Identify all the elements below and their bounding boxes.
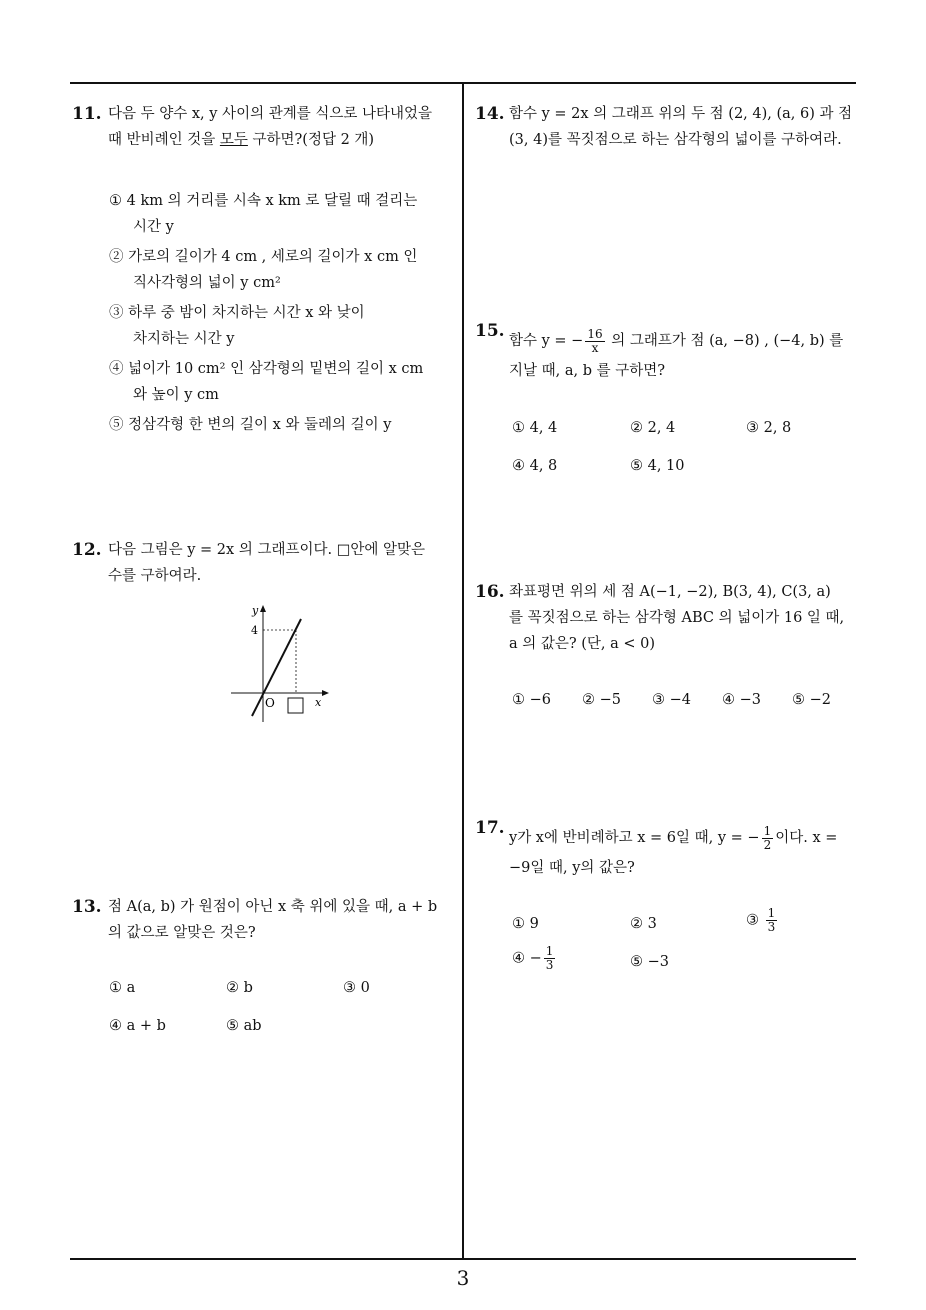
y-tick-label: 4 xyxy=(251,624,258,637)
question-text xyxy=(509,821,861,881)
bottom-rule xyxy=(70,1258,856,1260)
q15-choice-4[interactable]: ④ 4, 8 xyxy=(512,458,558,474)
q16-choice-1[interactable]: ① −6 xyxy=(512,692,551,708)
q13-choice-4[interactable]: ④ a + b xyxy=(109,1018,166,1034)
column-divider xyxy=(462,84,464,1259)
q17-choice-1[interactable]: ① 9 xyxy=(512,916,539,932)
underlined-emphasis: 모두 xyxy=(219,132,248,148)
question-text xyxy=(108,537,462,589)
fraction-1-over-2: $\frac{1}{2}$ xyxy=(763,823,772,852)
question-line-1: 함수 y = 2x 의 그래프 위의 두 점 (2, 4), (a, 6) 과 점 xyxy=(509,106,853,122)
q17-choice-5[interactable]: ⑤ −3 xyxy=(630,954,669,970)
question-line-2: 수를 구하여라. xyxy=(108,568,202,584)
q17-choice-2[interactable]: ② 3 xyxy=(630,916,657,932)
q15-choice-5[interactable]: ⑤ 4, 10 xyxy=(630,458,685,474)
x-axis-label: x xyxy=(315,696,322,709)
origin-label: O xyxy=(265,696,275,710)
q11-option-1[interactable]: ① 4 km 의 거리를 시속 x km 로 달릴 때 걸리는 시간 y xyxy=(109,193,418,235)
graph-line xyxy=(252,619,301,716)
question-number: 15. xyxy=(475,321,505,341)
question-line-2: −9일 때, y의 값은? xyxy=(509,860,635,876)
q13-choice-2[interactable]: ② b xyxy=(226,980,253,996)
question-number: 13. xyxy=(72,897,102,917)
q11-option-2[interactable]: ② 가로의 길이가 4 cm , 세로의 길이가 x cm 인 직사각형의 넓이 y cm² xyxy=(109,249,418,291)
question-line-1: 다음 두 양수 x, y 사이의 관계를 식으로 나타내었을 xyxy=(108,106,432,122)
q17-choice-3[interactable]: ③ $\frac{1}{3}$ xyxy=(746,906,776,934)
q13-choice-3[interactable]: ③ 0 xyxy=(343,980,370,996)
answer-blank-box[interactable] xyxy=(288,698,303,713)
q11-option-4[interactable]: ④ 넓이가 10 cm² 인 삼각형의 밑변의 길이 x cm 와 높이 y cm xyxy=(109,361,424,403)
y-axis-label: y xyxy=(252,604,259,617)
fraction-16-over-x: $\frac{16}{x}$ xyxy=(587,326,603,355)
q16-choice-5[interactable]: ⑤ −2 xyxy=(792,692,831,708)
question-number: 17. xyxy=(475,818,505,838)
page-number: 3 xyxy=(456,1266,470,1290)
q16-choice-3[interactable]: ③ −4 xyxy=(652,692,691,708)
q13-choice-1[interactable]: ① a xyxy=(109,980,136,996)
question-line-1: y가 x에 반비례하고 x = 6일 때, y = − $\frac{1}{2}$ 이다. x = xyxy=(509,823,838,852)
question-line-2: 지날 때, a, b 를 구하면? xyxy=(509,363,666,379)
q13-choice-5[interactable]: ⑤ ab xyxy=(226,1018,262,1034)
question-text xyxy=(509,324,861,384)
question-number: 14. xyxy=(475,104,505,124)
question-text xyxy=(509,101,861,153)
q15-choice-1[interactable]: ① 4, 4 xyxy=(512,420,558,436)
question-number: 11. xyxy=(72,104,102,124)
question-line-1: 좌표평면 위의 세 점 A(−1, −2), B(3, 4), C(3, a) xyxy=(509,584,831,600)
fraction-1-over-3: $\frac{1}{3}$ xyxy=(767,906,776,934)
fraction-1-over-3: $\frac{1}{3}$ xyxy=(545,944,554,972)
q16-choice-2[interactable]: ② −5 xyxy=(582,692,621,708)
q17-choice-4[interactable]: ④ − $\frac{1}{3}$ xyxy=(512,944,554,972)
question-line-3: a 의 값은? (단, a < 0) xyxy=(509,636,656,652)
q12-graph xyxy=(225,598,335,728)
q15-choice-3[interactable]: ③ 2, 8 xyxy=(746,420,792,436)
q16-choice-4[interactable]: ④ −3 xyxy=(722,692,761,708)
question-text xyxy=(108,894,462,946)
question-line-2: (3, 4)를 꼭짓점으로 하는 삼각형의 넓이를 구하여라. xyxy=(509,132,842,148)
question-line-2: 를 꼭짓점으로 하는 삼각형 ABC 의 넓이가 16 일 때, xyxy=(509,610,845,626)
question-line-2: 때 반비례인 것을 모두 구하면?(정답 2 개) xyxy=(108,132,375,148)
y-axis-arrow xyxy=(260,605,266,612)
question-number: 12. xyxy=(72,540,102,560)
x-axis-arrow xyxy=(322,690,329,696)
question-line-1: 다음 그림은 y = 2x 의 그래프이다. □안에 알맞은 xyxy=(108,542,426,558)
question-text xyxy=(509,579,861,657)
q11-option-5[interactable]: ⑤ 정삼각형 한 변의 길이 x 와 둘레의 길이 y xyxy=(109,417,392,433)
question-text xyxy=(108,101,462,153)
q15-choice-2[interactable]: ② 2, 4 xyxy=(630,420,676,436)
question-number: 16. xyxy=(475,582,505,602)
q11-option-3[interactable]: ③ 하루 중 밤이 차지하는 시간 x 와 낮이 차지하는 시간 y xyxy=(109,305,365,347)
question-line-2: 의 값으로 알맞은 것은? xyxy=(108,925,256,941)
question-line-1: 함수 y = − $\frac{16}{x}$ 의 그래프가 점 (a, −8) , (−4, b) 를 xyxy=(509,326,844,355)
question-line-1: 점 A(a, b) 가 원점이 아닌 x 축 위에 있을 때, a + b xyxy=(108,899,438,915)
